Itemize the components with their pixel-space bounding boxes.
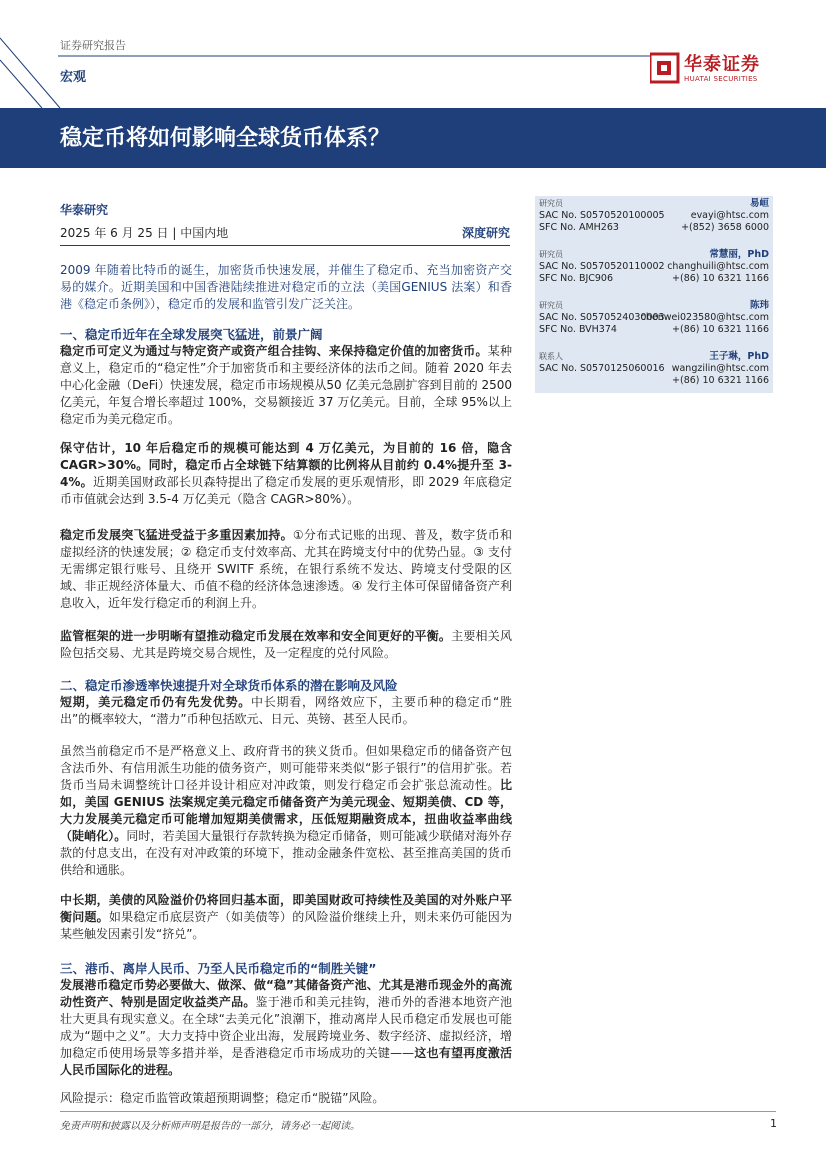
analyst-sac: SAC No. S0570520110002 — [539, 261, 665, 272]
logo-subtitle: HUATAI SECURITIES — [684, 75, 758, 83]
analyst-phone: +(86) 10 6321 1166 — [672, 273, 769, 284]
analyst-name: 陈玮 — [749, 300, 769, 311]
analyst-email[interactable]: evayi@htsc.com — [690, 210, 769, 221]
section-2-heading: 二、稳定币渗透率快速提升对全球货币体系的潜在影响及风险 — [60, 678, 398, 693]
date-line — [60, 224, 510, 246]
analyst-sac: SAC No. S0570520100005 — [539, 210, 665, 221]
analyst-card — [539, 198, 769, 234]
section-2 — [60, 677, 512, 728]
analyst-name: 易峘 — [749, 198, 769, 209]
research-label: 华泰研究 — [60, 203, 109, 217]
analyst-email[interactable]: chenwei023580@htsc.com — [640, 312, 769, 323]
analyst-name: 常慧丽，PhD — [709, 249, 769, 260]
analyst-card — [539, 300, 769, 336]
analyst-role: 研究员 — [539, 301, 563, 310]
intro-paragraph: 2009 年随着比特币的诞生，加密货币快速发展，并催生了稳定币、充当加密资产交易的媒介。近期美国和中国香港陆续推进对稳定币的立法（美国GENIUS 法案）和香港《稳定币条例》），稳定币的发展和监管引发广泛关注。 — [60, 263, 512, 311]
report-title: 稳定币将如何影响全球货币体系？ — [60, 126, 391, 151]
analyst-sac: SAC No. S0570125060016 — [539, 363, 665, 374]
analyst-phone: +(86) 10 6321 1166 — [672, 324, 769, 335]
analyst-role: 研究员 — [539, 199, 563, 208]
report-date: 2025 年 6 月 25 日 | 中国内地 — [60, 226, 229, 240]
s2-paragraph-2: 虽然当前稳定币不是严格意义上、政府背书的狭义货币。但如果稳定币的储备资产包含法币外、有信用派生功能的债务资产，则可能带来类似“影子银行”的信用扩张。若货币当局未调整统计口径并设计相应对冲政策，则发行稳定币会扩张总流动性。比如，美国 GENIUS 法案规定美元稳定币储备资产为美元现金、短期美债、CD 等，大力发展美元稳定币可能增加短期美债需求，压低短期融资成本，扭曲收益率曲线（陡峭化）。同时，若美国大量银行存款转换为稳定币储备，则可能减少联储对海外存款的付息支出，在没有对冲政策的环境下，推动金融条件宽松、甚至推高美国的货币供给和通胀。 — [60, 744, 512, 877]
s3-paragraph-1: 发展港币稳定币势必要做大、做深、做“稳”其储备资产池、尤其是港币现金外的高流动性资产、特别是固定收益类产品。鉴于港币和美元挂钩，港币外的香港本地资产池壮大更具有现实意义。在全球“去美元化”浪潮下，推动离岸人民币稳定币发展也可能成为“题中之义”。大力支持中资企业出海，发展跨境业务、数字经济、虚拟经济，增加稳定币使用场景等多措并举，是香港稳定币市场成功的关键——这也有望再度激活人民币国际化的进程。 — [60, 978, 512, 1077]
section-3-heading: 三、港币、离岸人民币、乃至人民币稳定币的“制胜关键” — [60, 961, 377, 976]
analyst-sfc: SFC No. BVH374 — [539, 324, 617, 335]
section-1 — [60, 326, 512, 428]
s1-paragraph-2: 保守估计，10 年后稳定币的规模可能达到 4 万亿美元，为目前的 16 倍，隐含 CAGR>30%。同时，稳定币占全球链下结算额的比例将从目前约 0.4%提升至 3-4%。近期美国财政部长贝森特提出了稳定币发展的更乐观情形，即 2029 年底稳定币市值就会达到 3.5-4 万亿美元（隐含 CAGR>80%）。 — [60, 441, 513, 506]
section-tag: 宏观 — [60, 70, 87, 85]
footer-disclaimer: 免责声明和披露以及分析师声明是报告的一部分，请务必一起阅读。 — [60, 1121, 360, 1132]
analyst-phone: +(852) 3658 6000 — [681, 222, 769, 233]
section-1-heading: 一、稳定币近年在全球发展突飞猛进，前景广阔 — [60, 327, 323, 342]
report-kind: 深度研究 — [461, 226, 510, 240]
analyst-name: 王子琳，PhD — [709, 351, 769, 362]
analyst-sidebar — [535, 196, 773, 393]
section-3 — [60, 960, 512, 1079]
s1-paragraph-1: 稳定币可定义为通过与特定资产或资产组合挂钩、来保持稳定价值的加密货币。某种意义上，稳定币的“稳定性”介于加密货币和主要经济体的法币之间。随着 2020 年去中心化金融（DeFi）快速发展，稳定币市场规模从50 亿美元急剧扩容到目前的 2500 亿美元，年复合增长率超过 100%，交易额接近 37 万亿美元。目前，全球 95%以上稳定币为美元稳定币。 — [60, 344, 512, 426]
analyst-role: 研究员 — [539, 250, 563, 259]
s2-paragraph-1: 短期，美元稳定币仍有先发优势。中长期看，网络效应下，主要币种的稳定币“胜出”的概率较大，“潜力”币种包括欧元、日元、英镑、甚至人民币。 — [60, 695, 512, 726]
analyst-sfc: SFC No. BJC906 — [539, 273, 614, 284]
analyst-phone: +(86) 10 6321 1166 — [672, 375, 769, 386]
analyst-card — [539, 351, 769, 387]
risk-note: 风险提示：稳定币监管政策超预期调整；稳定币“脱锚”风险。 — [60, 1091, 385, 1105]
s2-paragraph-3: 中长期，美债的风险溢价仍将回归基本面，即美国财政可持续性及美国的对外账户平衡问题。如果稳定币底层资产（如美债等）的风险溢价继续上升，则未来仍可能因为某些触发因素引发“挤兑”。 — [60, 893, 512, 941]
report-type-label: 证券研究报告 — [60, 39, 126, 52]
analyst-sac: SAC No. S0570524030003 — [539, 312, 665, 323]
logo-name: 华泰证券 — [684, 54, 760, 75]
s1-paragraph-3: 稳定币发展突飞猛进受益于多重因素加持。①分布式记账的出现、普及，数字货币和虚拟经济的快速发展；② 稳定币支付效率高、尤其在跨境支付中的优势凸显。③ 支付无需绑定银行账号、且绕开 SWITF 系统，在银行系统不发达、跨境支付受限的区域、非正规经济体量大、币值不稳的经济体急速渗透。④ 发行主体可保留储备资产利息收入，近年发行稳定币的利润上升。 — [60, 528, 512, 610]
s1-paragraph-4: 监管框架的进一步明晰有望推动稳定币发展在效率和安全间更好的平衡。主要相关风险包括交易、尤其是跨境交易合规性，及一定程度的兑付风险。 — [60, 629, 512, 660]
analyst-card — [539, 249, 769, 285]
footer-divider — [60, 1111, 776, 1112]
analyst-role: 联系人 — [539, 352, 563, 361]
page-number: 1 — [770, 1117, 777, 1130]
analyst-email[interactable]: changhuili@htsc.com — [667, 261, 769, 272]
analyst-sfc: SFC No. AMH263 — [539, 222, 619, 233]
analyst-email[interactable]: wangzilin@htsc.com — [671, 363, 769, 374]
